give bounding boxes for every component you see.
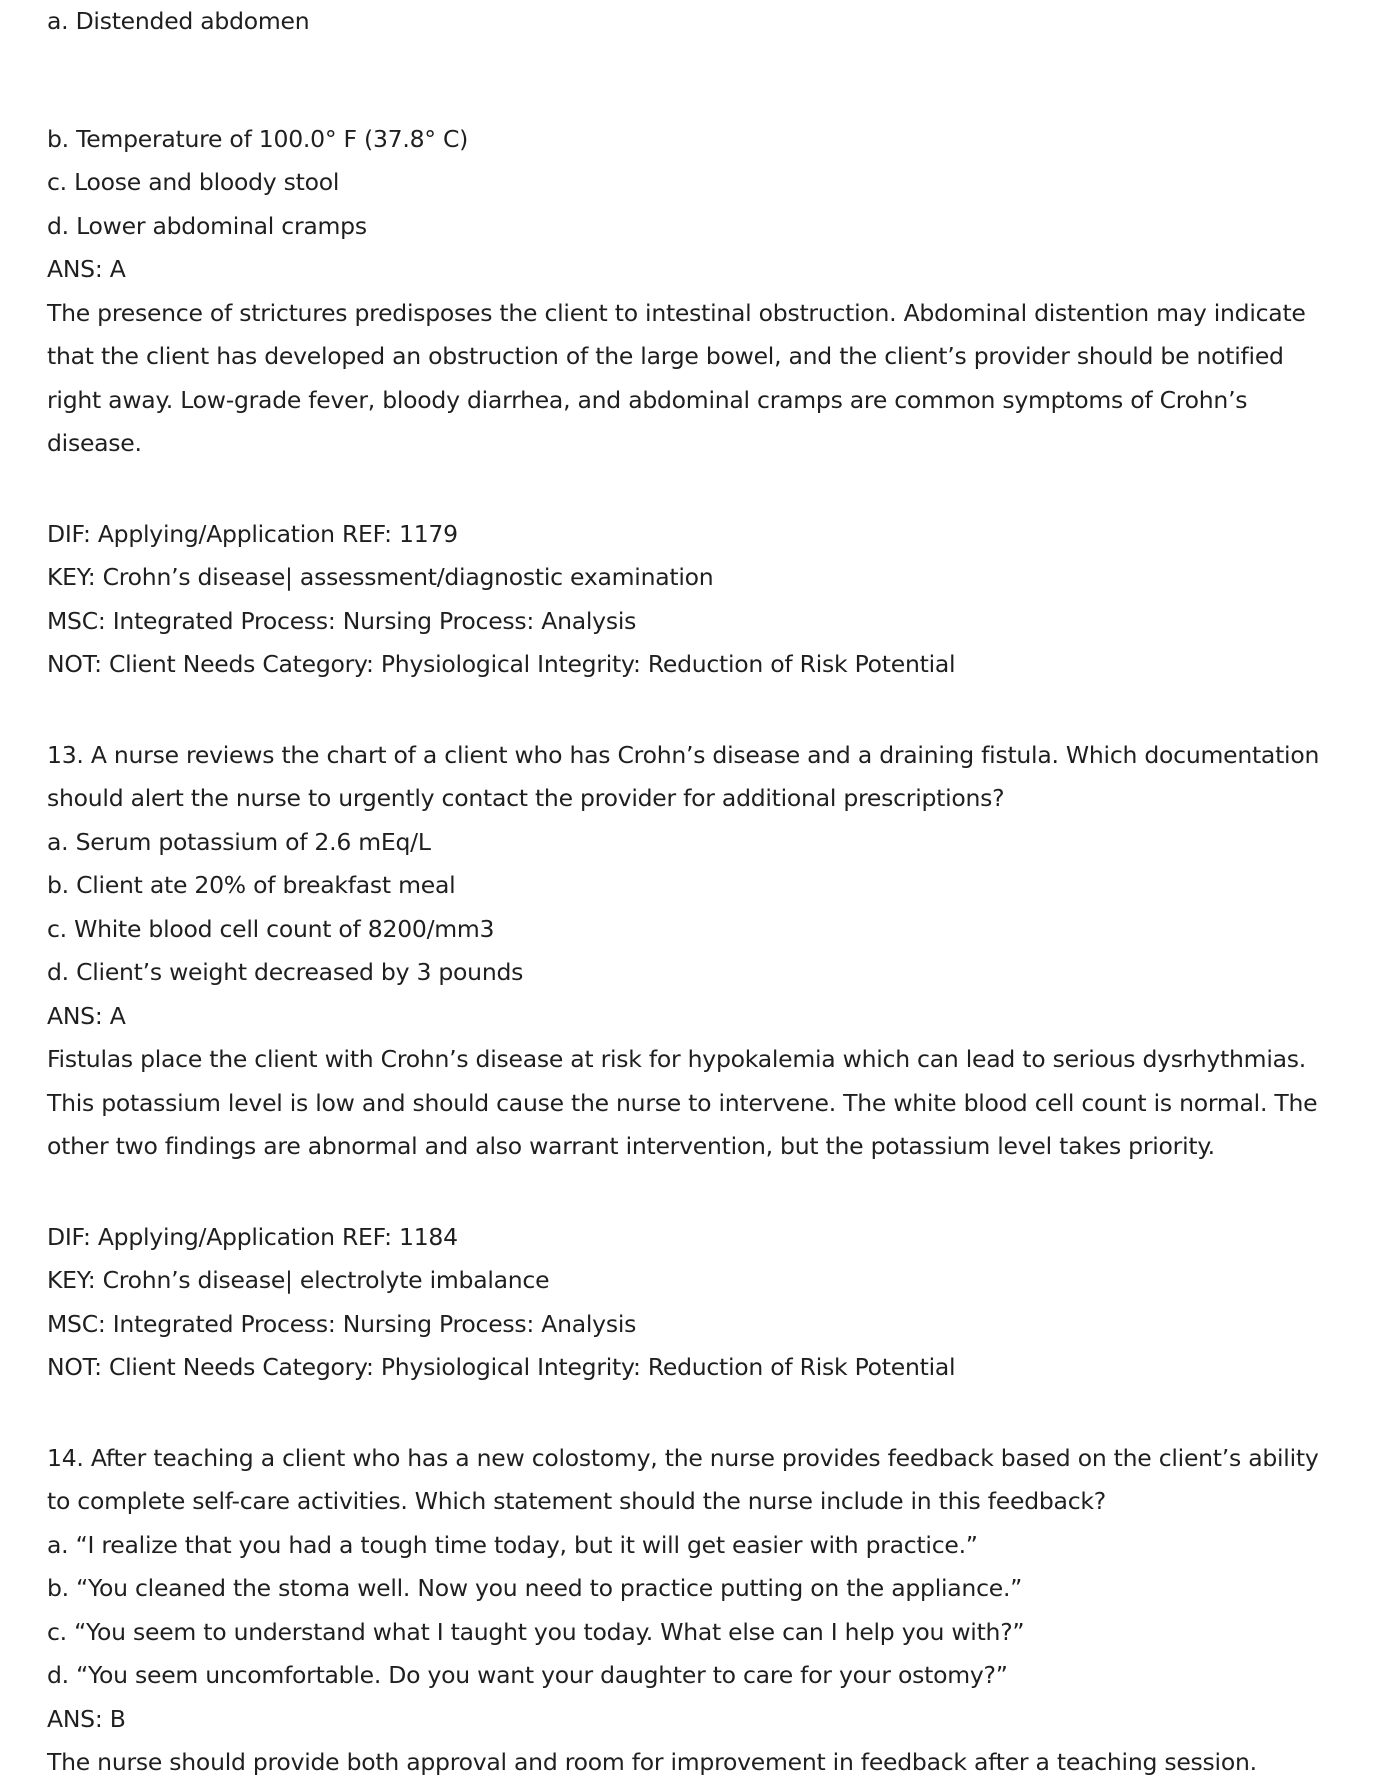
q12-rationale-line: disease. — [47, 429, 142, 457]
q12-key: KEY: Crohn’s disease| assessment/diagnostic examination — [47, 563, 714, 591]
q14-option-d: d. “You seem uncomfortable. Do you want your daughter to care for your ostomy?” — [47, 1661, 1008, 1689]
document-page — [47, 0, 1367, 1785]
q14-rationale-line: The nurse should provide both approval and room for improvement in feedback after a teaching session. — [47, 1748, 1257, 1776]
q13-option-a: a. Serum potassium of 2.6 mEq/L — [47, 827, 431, 856]
q14-answer: ANS: B — [47, 1704, 126, 1733]
spacer — [47, 44, 1367, 118]
question-12-block — [47, 0, 1367, 687]
q13-rationale-line: Fistulas place the client with Crohn’s disease at risk for hypokalemia which can lead to serious dysrhythmias. — [47, 1045, 1306, 1073]
q12-rationale-line: The presence of strictures predisposes the client to intestinal obstruction. Abdominal distention may indicate — [47, 298, 1306, 327]
q14-option-c: c. “You seem to understand what I taught you today. What else can I help you with?” — [47, 1617, 1025, 1646]
q13-not: NOT: Client Needs Category: Physiological Integrity: Reduction of Risk Potential — [47, 1353, 956, 1381]
spacer — [47, 1169, 1367, 1216]
q12-answer: ANS: A — [47, 255, 126, 283]
question-13-block — [47, 734, 1367, 1390]
q13-rationale-line: This potassium level is low and should cause the nurse to intervene. The white blood cell count is normal. The — [47, 1088, 1318, 1117]
q12-msc: MSC: Integrated Process: Nursing Process: Analysis — [47, 606, 637, 635]
q14-stem-line: to complete self-care activities. Which statement should the nurse include in this feedback? — [47, 1487, 1106, 1515]
q13-option-c: c. White blood cell count of 8200/mm3 — [47, 914, 495, 943]
q13-rationale-line: other two findings are abnormal and also warrant intervention, but the potassium level takes priority. — [47, 1132, 1215, 1160]
spacer — [47, 1390, 1367, 1437]
q12-option-d: d. Lower abdominal cramps — [47, 211, 367, 240]
q12-option-b: b. Temperature of 100.0° F (37.8° C) — [47, 124, 469, 153]
q12-option-a: a. Distended abdomen — [47, 7, 310, 35]
q13-key: KEY: Crohn’s disease| electrolyte imbalance — [47, 1266, 550, 1294]
q14-option-b: b. “You cleaned the stoma well. Now you need to practice putting on the appliance.” — [47, 1574, 1023, 1602]
q13-rationale — [47, 1038, 1367, 1169]
q13-option-d: d. Client’s weight decreased by 3 pounds — [47, 958, 524, 986]
q12-option-c: c. Loose and bloody stool — [47, 168, 340, 196]
q12-rationale — [47, 292, 1367, 466]
q13-option-b: b. Client ate 20% of breakfast meal — [47, 871, 456, 899]
q13-answer: ANS: A — [47, 1001, 126, 1030]
q12-not: NOT: Client Needs Category: Physiological Integrity: Reduction of Risk Potential — [47, 650, 956, 678]
spacer — [47, 466, 1367, 513]
q13-msc: MSC: Integrated Process: Nursing Process: Analysis — [47, 1309, 637, 1338]
q13-difficulty: DIF: Applying/Application REF: 1184 — [47, 1222, 458, 1251]
spacer — [47, 687, 1367, 734]
q14-option-a: a. “I realize that you had a tough time today, but it will get easier with practice.” — [47, 1530, 978, 1559]
q13-stem-line: should alert the nurse to urgently contact the provider for additional prescriptions? — [47, 784, 1005, 812]
q13-stem-line: 13. A nurse reviews the chart of a client who has Crohn’s disease and a draining fistula. Which documentation — [47, 740, 1320, 769]
q12-rationale-line: that the client has developed an obstruction of the large bowel, and the client’s provider should be notified — [47, 342, 1284, 370]
question-14-block — [47, 1437, 1367, 1785]
q14-rationale — [47, 1741, 1367, 1785]
q12-difficulty: DIF: Applying/Application REF: 1179 — [47, 519, 458, 548]
q14-stem-line: 14. After teaching a client who has a new colostomy, the nurse provides feedback based on the client’s ability — [47, 1443, 1319, 1472]
q12-rationale-line: right away. Low-grade fever, bloody diarrhea, and abdominal cramps are common symptoms of Crohn’s — [47, 385, 1248, 414]
